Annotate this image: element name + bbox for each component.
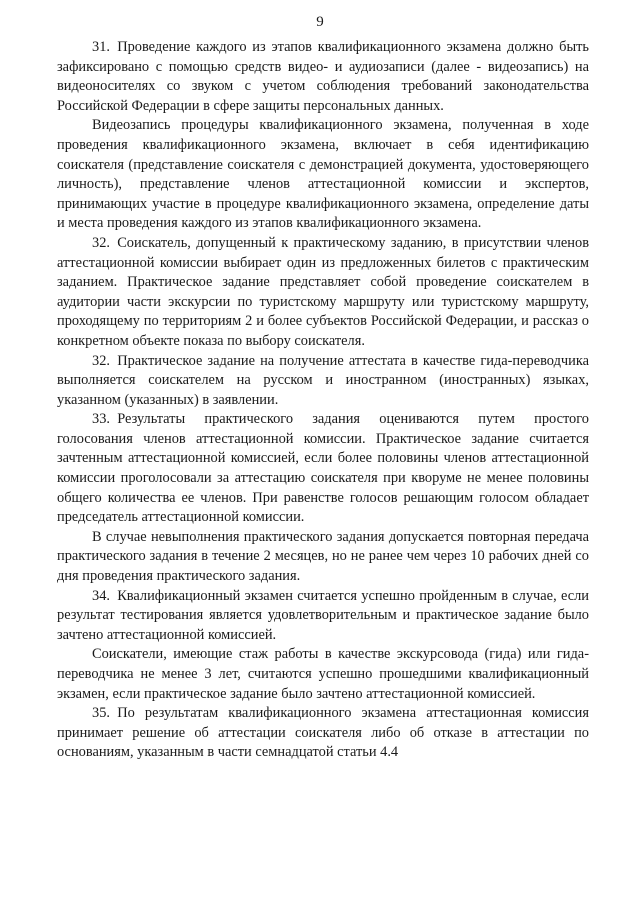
paragraph-number: 35. xyxy=(92,705,110,722)
paragraph-number: 32. xyxy=(92,352,110,369)
paragraph-text: Проведение каждого из этапов квалификационного экзамена должно быть зафиксировано с помощью средств видео- и аудиозаписи (далее - видеозапись) на видеоносителях со звуком с учетом соблюдения требований законодательства Российской Федерации в сфере защиты персональных данных. xyxy=(57,39,589,114)
paragraph-retake xyxy=(57,528,589,587)
paragraph-text: В случае невыполнения практического задания допускается повторная передача практического задания в течение 2 месяцев, но не ранее чем через 10 рабочих дней со дня проведения практического задания. xyxy=(57,528,589,585)
paragraph-33 xyxy=(57,410,589,528)
document-body xyxy=(57,38,589,763)
page-number: 9 xyxy=(316,14,324,30)
paragraph-text: Соискатель, допущенный к практическому заданию, в присутствии членов аттестационной комиссии выбирает один из предложенных билетов с практическим заданием. Практическое задание представляет собой проведение соискателем в аудитории части экскурсии по туристскому маршруту или туристскому маршруту, проходящему по территориям 2 и более субъектов Российской Федерации, и рассказ о конкретном объекте показа по выбору соискателя. xyxy=(57,234,589,349)
paragraph-video-recording xyxy=(57,116,589,234)
paragraph-number: 34. xyxy=(92,587,110,604)
paragraph-experienced-applicants xyxy=(57,645,589,704)
paragraph-number: 32. xyxy=(92,234,110,251)
paragraph-text: Соискатели, имеющие стаж работы в качестве экскурсовода (гида) или гида-переводчика не менее 3 лет, считаются успешно прошедшими квалификационный экзамен, если практическое задание было зачтено аттестационной комиссией. xyxy=(57,646,589,702)
paragraph-31 xyxy=(57,38,589,116)
paragraph-text: Видеозапись процедуры квалификационного экзамена, полученная в ходе проведения квалификационного экзамена, включает в себя идентификацию соискателя (представление соискателя с демонстрацией документа, удостоверяющего личность), представление членов аттестационной комиссии и экспертов, принимающих участие в процедуре квалификационного экзамена, определение даты и места проведения каждого из этапов квалификационного экзамена. xyxy=(57,117,589,232)
paragraph-32-guide-interpreter xyxy=(57,352,589,411)
paragraph-text: Квалификационный экзамен считается успешно пройденным в случае, если результат тестирования является удовлетворительным и практическое задание было зачтено аттестационной комиссией. xyxy=(57,587,589,643)
paragraph-text: Результаты практического задания оцениваются путем простого голосования членов аттестационной комиссии. Практическое задание считается зачтенным аттестационной комиссией, если более половины членов аттестационной комиссии проголосовали за аттестацию соискателя при кворуме не менее половины общего количества ее членов. При равенстве голосов решающим голосом обладает председатель аттестационной комиссии. xyxy=(57,411,589,526)
paragraph-35 xyxy=(57,704,589,763)
paragraph-34 xyxy=(57,587,589,646)
paragraph-number: 33. xyxy=(92,411,110,428)
paragraph-32 xyxy=(57,234,589,352)
paragraph-number: 31. xyxy=(92,39,110,55)
paragraph-text: По результатам квалификационного экзамена аттестационная комиссия принимает решение об аттестации соискателя либо об отказе в аттестации по основаниям, указанным в части семнадцатой статьи 4.4 xyxy=(57,705,589,761)
paragraph-text: Практическое задание на получение аттестата в качестве гида-переводчика выполняется соискателем на русском и иностранном (иностранных) языках, указанном (указанных) в заявлении. xyxy=(57,352,589,408)
